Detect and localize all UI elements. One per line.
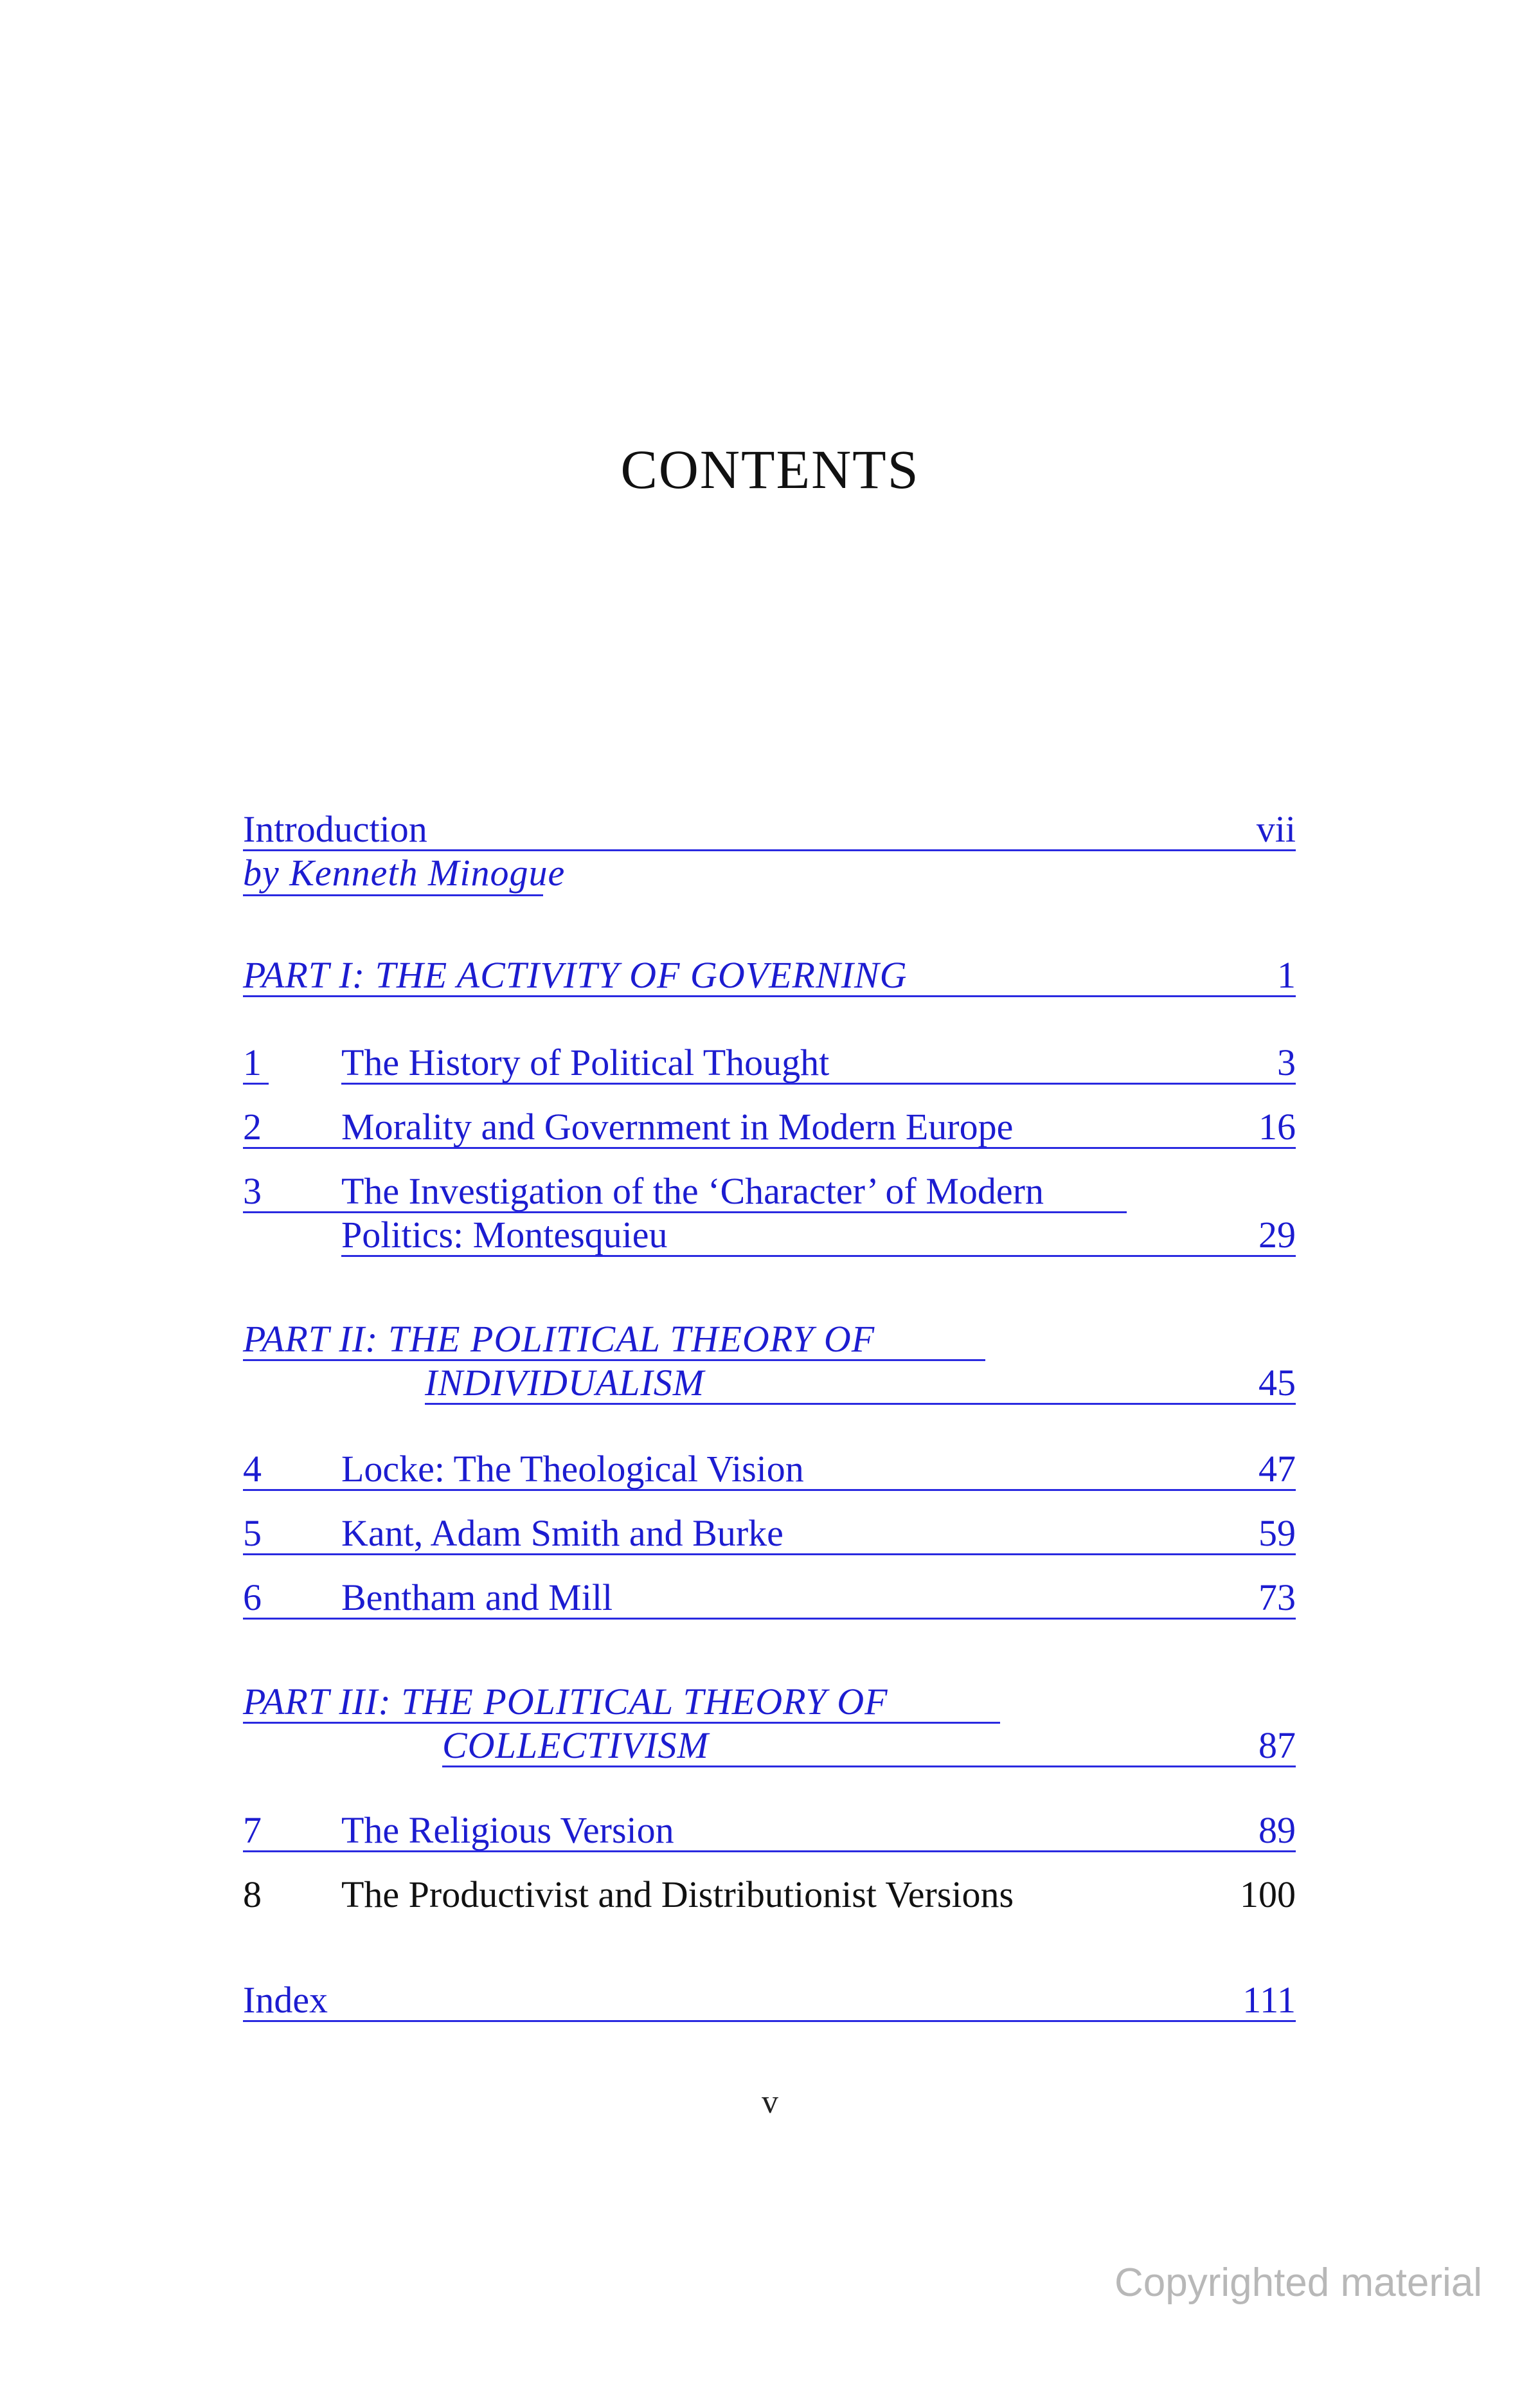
toc-page-introduction[interactable]: vii	[1256, 808, 1296, 850]
link-underline	[243, 1083, 269, 1085]
chapter-title[interactable]: The Religious Version	[341, 1809, 674, 1851]
toc-entry-chapter-5[interactable]	[243, 1511, 1296, 1559]
toc-entry-chapter-2[interactable]	[243, 1105, 1296, 1153]
chapter-page[interactable]: 16	[1258, 1106, 1296, 1148]
toc-part-title[interactable]: PART I: THE ACTIVITY OF GOVERNING	[243, 954, 908, 996]
toc-entry-chapter-7[interactable]	[243, 1808, 1296, 1856]
toc-page-index[interactable]: 111	[1242, 1979, 1296, 2021]
toc-entry-index[interactable]	[243, 1978, 1296, 2026]
chapter-number[interactable]: 4	[243, 1448, 262, 1490]
link-underline	[341, 1083, 1296, 1085]
chapter-page: 100	[1240, 1874, 1296, 1915]
toc-entry-chapter-8	[243, 1872, 1296, 1920]
toc-page-part-1[interactable]: 1	[1277, 954, 1296, 996]
chapter-title[interactable]: The History of Political Thought	[341, 1042, 830, 1083]
link-underline	[243, 1850, 1296, 1852]
link-underline	[243, 1553, 1296, 1555]
link-underline	[442, 1765, 1296, 1767]
chapter-number: 8	[243, 1874, 262, 1915]
toc-part-title-line-1[interactable]: PART II: THE POLITICAL THEORY OF	[243, 1318, 875, 1360]
chapter-number[interactable]: 6	[243, 1576, 262, 1618]
toc-entry-part-2[interactable]	[243, 1317, 1296, 1410]
toc-part-title-line-2[interactable]: COLLECTIVISM	[442, 1724, 709, 1766]
chapter-title[interactable]: Locke: The Theological Vision	[341, 1448, 804, 1490]
toc-entry-part-3[interactable]	[243, 1679, 1296, 1773]
chapter-title[interactable]: Kant, Adam Smith and Burke	[341, 1512, 783, 1554]
toc-label-index[interactable]: Index	[243, 1979, 328, 2021]
chapter-number[interactable]: 3	[243, 1170, 262, 1212]
link-underline	[243, 894, 543, 896]
toc-entry-chapter-4[interactable]	[243, 1447, 1296, 1495]
toc-label-introduction[interactable]: Introduction	[243, 808, 427, 850]
toc-entry-chapter-3[interactable]	[243, 1169, 1296, 1262]
chapter-number[interactable]: 1	[243, 1042, 262, 1083]
link-underline	[425, 1403, 1296, 1405]
toc-part-title-line-1[interactable]: PART III: THE POLITICAL THEORY OF	[243, 1681, 888, 1722]
chapter-number[interactable]: 7	[243, 1809, 262, 1851]
chapter-page[interactable]: 3	[1277, 1042, 1296, 1083]
link-underline	[243, 2020, 1296, 2022]
chapter-title-line-1[interactable]: The Investigation of the ‘Character’ of Modern	[341, 1170, 1044, 1212]
toc-page-part-2[interactable]: 45	[1258, 1362, 1296, 1404]
toc-byline[interactable]: by Kenneth Minogue	[243, 852, 566, 894]
chapter-page[interactable]: 29	[1258, 1214, 1296, 1256]
toc-part-title-line-2[interactable]: INDIVIDUALISM	[425, 1362, 705, 1404]
toc-entry-chapter-1[interactable]	[243, 1040, 1296, 1088]
chapter-title-line-2[interactable]: Politics: Montesquieu	[341, 1214, 668, 1256]
link-underline	[341, 1255, 1296, 1257]
link-underline	[243, 995, 1296, 997]
table-of-contents	[243, 0, 1296, 2384]
chapter-page[interactable]: 89	[1258, 1809, 1296, 1851]
page-number: v	[762, 2084, 778, 2120]
chapter-title: The Productivist and Distributionist Versions	[341, 1874, 1014, 1915]
chapter-page[interactable]: 73	[1258, 1576, 1296, 1618]
chapter-title[interactable]: Morality and Government in Modern Europe	[341, 1106, 1014, 1148]
toc-entry-part-1[interactable]	[243, 953, 1296, 1001]
link-underline	[243, 1618, 1296, 1620]
chapter-title[interactable]: Bentham and Mill	[341, 1576, 613, 1618]
toc-entry-introduction[interactable]	[243, 807, 1296, 897]
toc-entry-chapter-6[interactable]	[243, 1575, 1296, 1623]
copyright-watermark: Copyrighted material	[1114, 2261, 1482, 2305]
toc-page-part-3[interactable]: 87	[1258, 1724, 1296, 1766]
chapter-page[interactable]: 47	[1258, 1448, 1296, 1490]
chapter-number[interactable]: 2	[243, 1106, 262, 1148]
link-underline	[243, 1489, 1296, 1491]
chapter-page[interactable]: 59	[1258, 1512, 1296, 1554]
link-underline	[243, 1147, 1296, 1149]
page-title: CONTENTS	[620, 438, 920, 500]
chapter-number[interactable]: 5	[243, 1512, 262, 1554]
